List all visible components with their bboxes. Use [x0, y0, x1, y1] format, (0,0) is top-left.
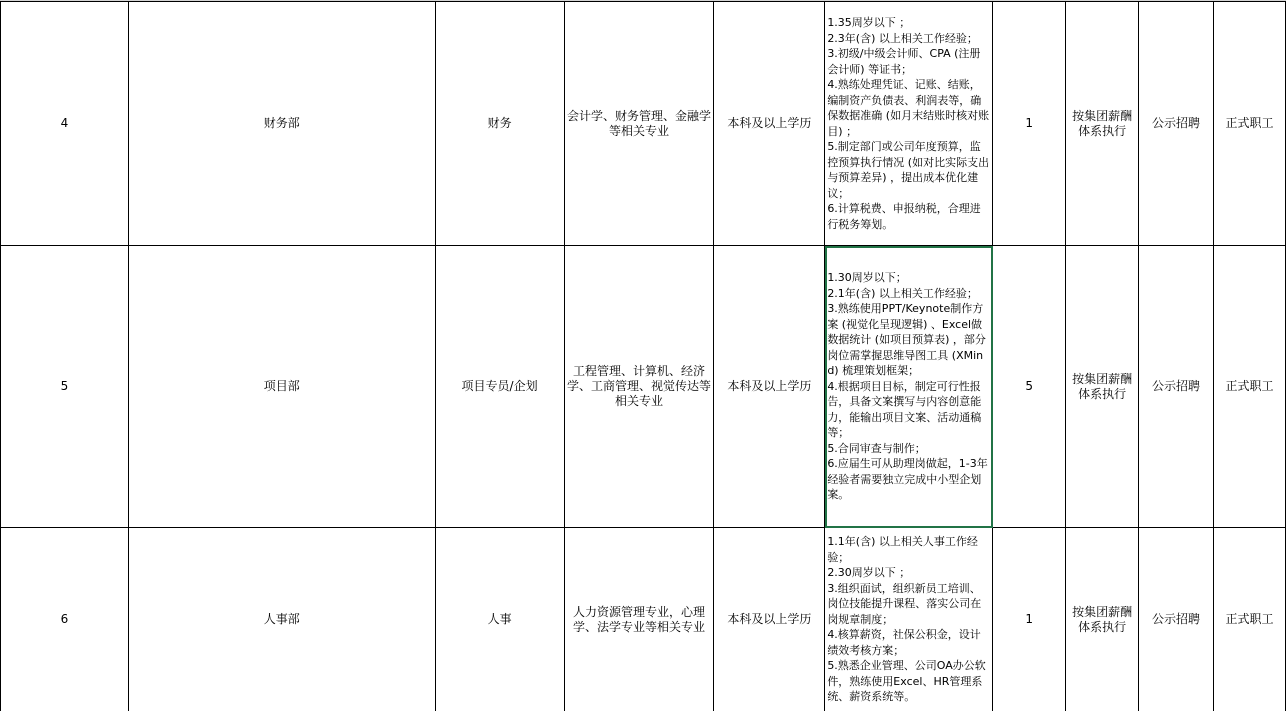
cell-position[interactable]: 财务	[435, 2, 564, 246]
cell-department[interactable]: 财务部	[128, 2, 435, 246]
cell-major[interactable]: 工程管理、计算机、经济学、工商管理、视觉传达等相关专业	[564, 246, 714, 528]
cell-requirements[interactable]	[825, 528, 993, 711]
requirement-line: 1.1年(含) 以上相关人事工作经验；	[827, 535, 978, 564]
cell-salary[interactable]: 按集团薪酬体系执行	[1066, 246, 1139, 528]
cell-department[interactable]: 项目部	[128, 246, 435, 528]
requirement-line: 2.3年(含) 以上相关工作经验；	[827, 31, 978, 45]
table-row	[1, 246, 1286, 528]
cell-department[interactable]: 人事部	[128, 528, 435, 711]
table-row	[1, 528, 1286, 711]
cell-position[interactable]: 人事	[435, 528, 564, 711]
cell-position[interactable]: 项目专员/企划	[435, 246, 564, 528]
cell-salary[interactable]: 按集团薪酬体系执行	[1066, 2, 1139, 246]
cell-number[interactable]: 6	[1, 528, 129, 711]
cell-requirements-selected[interactable]	[825, 246, 993, 528]
cell-education[interactable]: 本科及以上学历	[714, 246, 825, 528]
cell-type[interactable]: 正式职工	[1213, 2, 1285, 246]
cell-method[interactable]: 公示招聘	[1139, 246, 1214, 528]
requirement-line: 2.1年(含) 以上相关工作经验；	[827, 286, 978, 300]
requirement-line: 4.熟练处理凭证、记账、结账，编制资产负债表、利润表等，确保数据准确 (如月末结账时核对账目) ；	[827, 78, 990, 138]
cell-type[interactable]: 正式职工	[1213, 246, 1285, 528]
cell-education[interactable]: 本科及以上学历	[714, 2, 825, 246]
cell-number[interactable]: 5	[1, 246, 129, 528]
requirement-line: 3.组织面试，组织新员工培训、岗位技能提升课程、落实公司在岗规章制度；	[827, 581, 982, 626]
cell-method[interactable]: 公示招聘	[1139, 2, 1214, 246]
recruitment-table	[0, 1, 1286, 711]
requirement-line: 5.制定部门或公司年度预算，监控预算执行情况 (如对比实际支出与预算差异) ，提出成本优化建议；	[827, 140, 990, 200]
requirement-line: 3.熟练使用PPT/Keynote制作方案 (视觉化呈现逻辑) 、Excel做数据统计 (如项目预算表) ，部分岗位需掌握思维导图工具 (XMind) 梳理策划框架；	[827, 302, 986, 378]
requirement-line: 5.合同审查与制作；	[827, 441, 926, 455]
requirement-line: 6.应届生可从助理岗做起，1-3年经验者需要独立完成中小型企划案。	[827, 457, 988, 502]
requirement-line: 5.熟悉企业管理、公司OA办公软件，熟练使用Excel、HR管理系统、薪资系统等。	[827, 659, 986, 704]
requirement-line: 4.核算薪资，社保公积金，设计绩效考核方案；	[827, 628, 981, 657]
cell-education[interactable]: 本科及以上学历	[714, 528, 825, 711]
cell-count[interactable]: 1	[993, 2, 1066, 246]
cell-requirements[interactable]	[825, 2, 993, 246]
cell-count[interactable]: 1	[993, 528, 1066, 711]
requirement-line: 2.30周岁以下 ；	[827, 566, 911, 580]
cell-major[interactable]: 人力资源管理专业，心理学、法学专业等相关专业	[564, 528, 714, 711]
requirement-line: 1.30周岁以下；	[827, 271, 907, 285]
cell-salary[interactable]: 按集团薪酬体系执行	[1066, 528, 1139, 711]
cell-type[interactable]: 正式职工	[1213, 528, 1285, 711]
requirement-line: 3.初级/中级会计师、CPA (注册会计师) 等证书；	[827, 47, 981, 76]
table-row	[1, 2, 1286, 246]
requirement-line: 4.根据项目目标，制定可行性报告，具备文案撰写与内容创意能力，能输出项目文案、活动通稿等；	[827, 379, 982, 440]
cell-number[interactable]: 4	[1, 2, 129, 246]
cell-method[interactable]: 公示招聘	[1139, 528, 1214, 711]
requirement-line: 6.计算税费、申报纳税，合理进行税务筹划。	[827, 202, 981, 231]
cell-count[interactable]: 5	[993, 246, 1066, 528]
requirement-line: 1.35周岁以下 ；	[827, 16, 911, 29]
cell-major[interactable]: 会计学、财务管理、金融学等相关专业	[564, 2, 714, 246]
